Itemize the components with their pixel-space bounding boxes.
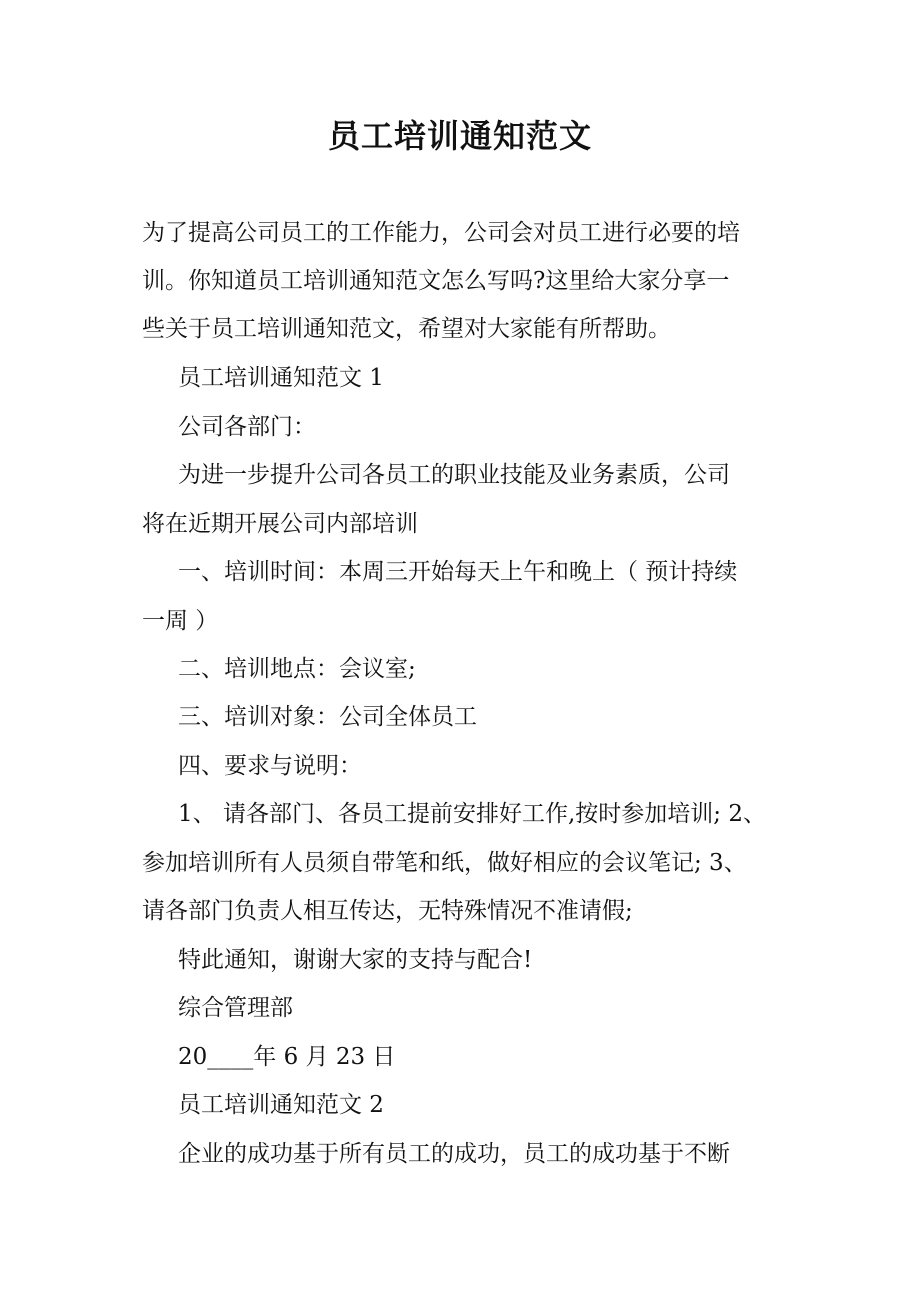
paragraph-line-intro-3: 些关于员工培训通知范文，希望对大家能有所帮助。 [142,316,671,342]
notice-paragraph-line-2: 将在近期开展公司内部培训 [142,511,418,537]
training-time-line-1: 一、培训时间：本周三开始每天上午和晚上（ 预计持续 [178,559,738,585]
training-time-line-2: 一周 ） [142,608,219,634]
paragraph-line-intro-1: 为了提高公司员工的工作能力，公司会对员工进行必要的培 [142,220,740,246]
document-title: 员工培训通知范文 [327,117,592,155]
notice-date: 20____年 6 月 23 日 [178,1044,396,1070]
sample-2-paragraph-line-1: 企业的成功基于所有员工的成功，员工的成功基于不断 [178,1141,730,1167]
section-heading-sample-2: 员工培训通知范文 2 [178,1092,384,1118]
training-location-line: 二、培训地点：会议室; [178,656,416,682]
department-signature: 综合管理部 [178,995,293,1021]
requirements-heading: 四、要求与说明： [178,753,362,779]
requirements-line-3: 请各部门负责人相互传达，无特殊情况不准请假; [142,898,633,924]
section-heading-sample-1: 员工培训通知范文 1 [178,365,384,391]
training-audience-line: 三、培训对象：公司全体员工 [178,704,477,730]
paragraph-line-intro-2: 训。你知道员工培训通知范文怎么写吗?这里给大家分享一 [142,268,730,294]
requirements-line-1: 1、 请各部门、各员工提前安排好工作,按时参加培训; 2、 [178,801,766,827]
salutation-line: 公司各部门： [178,414,316,440]
requirements-line-2: 参加培训所有人员须自带笔和纸，做好相应的会议笔记; 3、 [142,850,747,876]
notice-paragraph-line-1: 为进一步提升公司各员工的职业技能及业务素质，公司 [178,462,730,488]
closing-line: 特此通知，谢谢大家的支持与配合! [178,947,533,973]
